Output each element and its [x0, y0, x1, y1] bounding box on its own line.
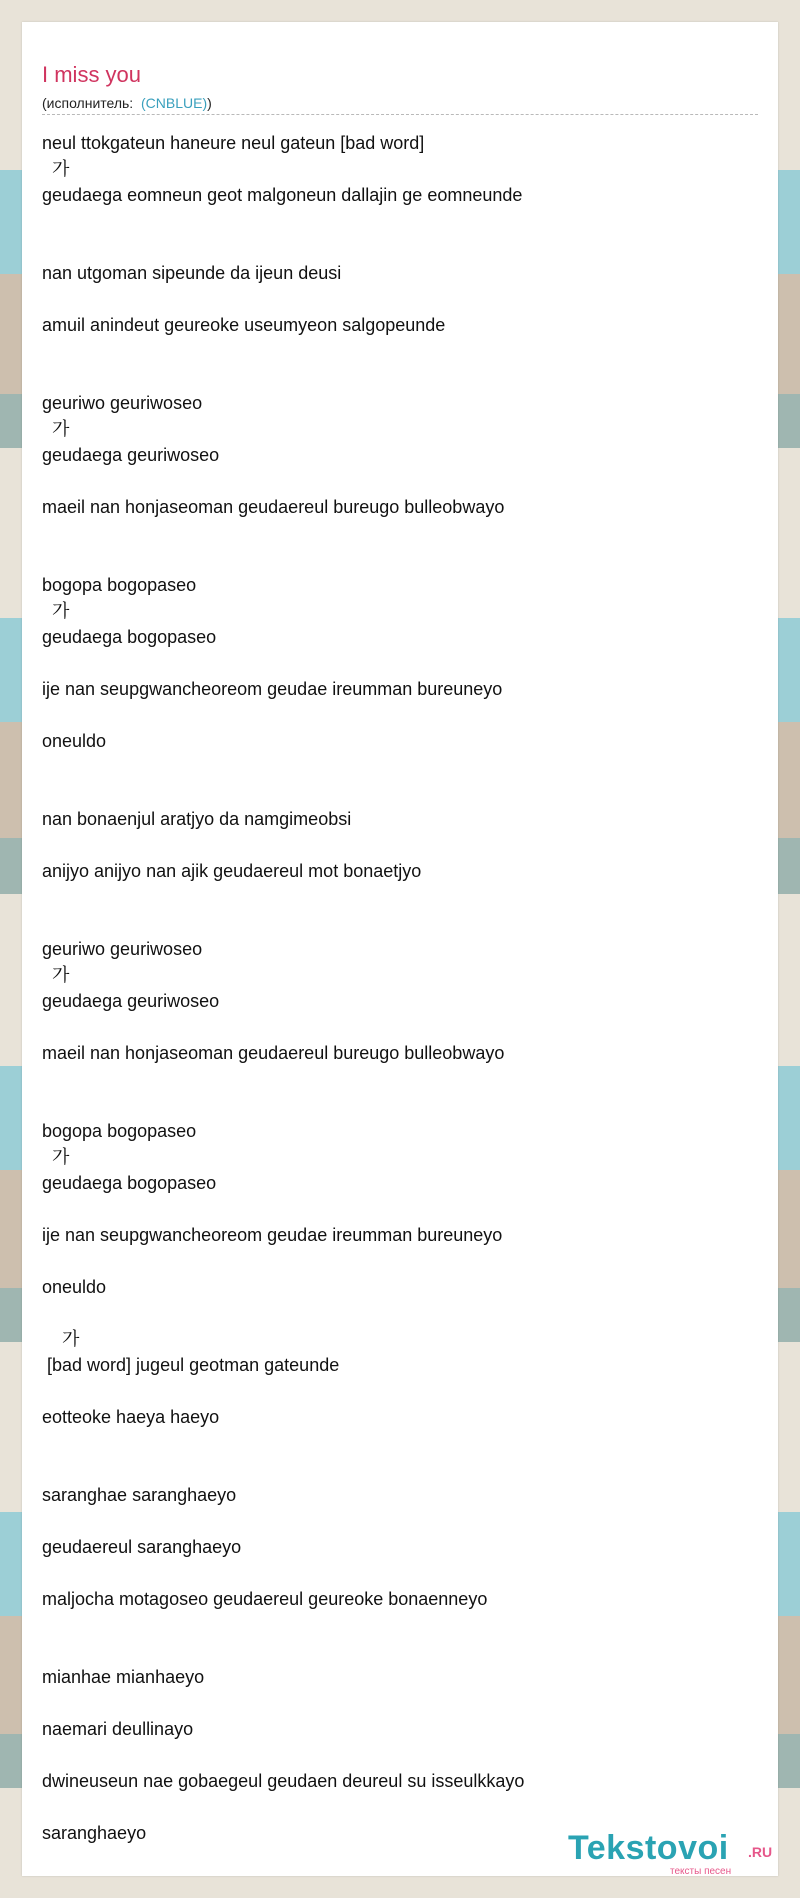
lyric-line: [bad word] jugeul geotman gateunde — [42, 1355, 340, 1375]
lyric-line: 가 — [42, 1329, 80, 1349]
lyric-line: geudaega geuriwoseo — [42, 991, 220, 1011]
lyric-line: dwineuseun nae gobaegeul geudaen deureul su isseulkkayo — [42, 1771, 525, 1791]
artist-suffix: ) — [207, 95, 212, 111]
lyric-line: anijyo anijyo nan ajik geudaereul mot bonaetjyo — [42, 861, 422, 881]
lyric-line: nan bonaenjul aratjyo da namgimeobsi — [42, 809, 352, 829]
lyric-line: saranghae saranghaeyo — [42, 1485, 237, 1505]
lyric-line: geudaega geuriwoseo — [42, 445, 220, 465]
lyric-line: mianhae mianhaeyo — [42, 1667, 205, 1687]
lyric-line: bogopa bogopaseo — [42, 1121, 197, 1141]
lyric-line: 가 — [42, 965, 70, 985]
site-logo[interactable] — [568, 1829, 773, 1877]
lyric-line: maeil nan honjaseoman geudaereul bureugo bulleobwayo — [42, 497, 505, 517]
lyric-line: geuriwo geuriwoseo — [42, 939, 203, 959]
artist-prefix: (исполнитель: — [42, 95, 138, 111]
logo-tld: .RU — [748, 1844, 773, 1860]
lyric-line: bogopa bogopaseo — [42, 575, 197, 595]
lyric-line: geudaereul saranghaeyo — [42, 1537, 242, 1557]
lyric-line: ije nan seupgwancheoreom geudae ireumman bureuneyo — [42, 1225, 503, 1245]
lyric-line: naemari deullinayo — [42, 1719, 194, 1739]
lyric-line: geuriwo geuriwoseo — [42, 393, 203, 413]
lyric-line: amuil anindeut geureoke useumyeon salgopeunde — [42, 315, 446, 335]
lyric-line: saranghaeyo — [42, 1823, 147, 1843]
lyric-line: eotteoke haeya haeyo — [42, 1407, 220, 1427]
lyric-line: oneuldo — [42, 731, 107, 751]
lyric-line: 가 — [42, 1147, 70, 1167]
logo-wordmark: Tekstovoi — [568, 1829, 729, 1867]
lyric-line: 가 — [42, 159, 70, 179]
lyric-line: nan utgoman sipeunde da ijeun deusi — [42, 263, 342, 283]
lyric-line: oneuldo — [42, 1277, 107, 1297]
lyrics-card — [22, 22, 778, 1876]
lyric-line: 가 — [42, 601, 70, 621]
lyric-line: ije nan seupgwancheoreom geudae ireumman bureuneyo — [42, 679, 503, 699]
lyric-line: maljocha motagoseo geudaereul geureoke bonaenneyo — [42, 1589, 488, 1609]
song-title: I miss you — [42, 62, 142, 87]
artist-line — [42, 94, 212, 112]
lyric-line: 가 — [42, 419, 70, 439]
lyric-line: geudaega bogopaseo — [42, 1173, 217, 1193]
lyric-line: geudaega bogopaseo — [42, 627, 217, 647]
lyric-line: maeil nan honjaseoman geudaereul bureugo bulleobwayo — [42, 1043, 505, 1063]
song-header — [42, 42, 758, 115]
lyric-line: geudaega eomneun geot malgoneun dallajin ge eomneunde — [42, 185, 523, 205]
logo-subtitle: тексты песен — [670, 1866, 732, 1877]
lyric-line: neul ttokgateun haneure neul gateun [bad word] — [42, 133, 425, 153]
artist-link[interactable]: (CNBLUE) — [140, 95, 208, 111]
